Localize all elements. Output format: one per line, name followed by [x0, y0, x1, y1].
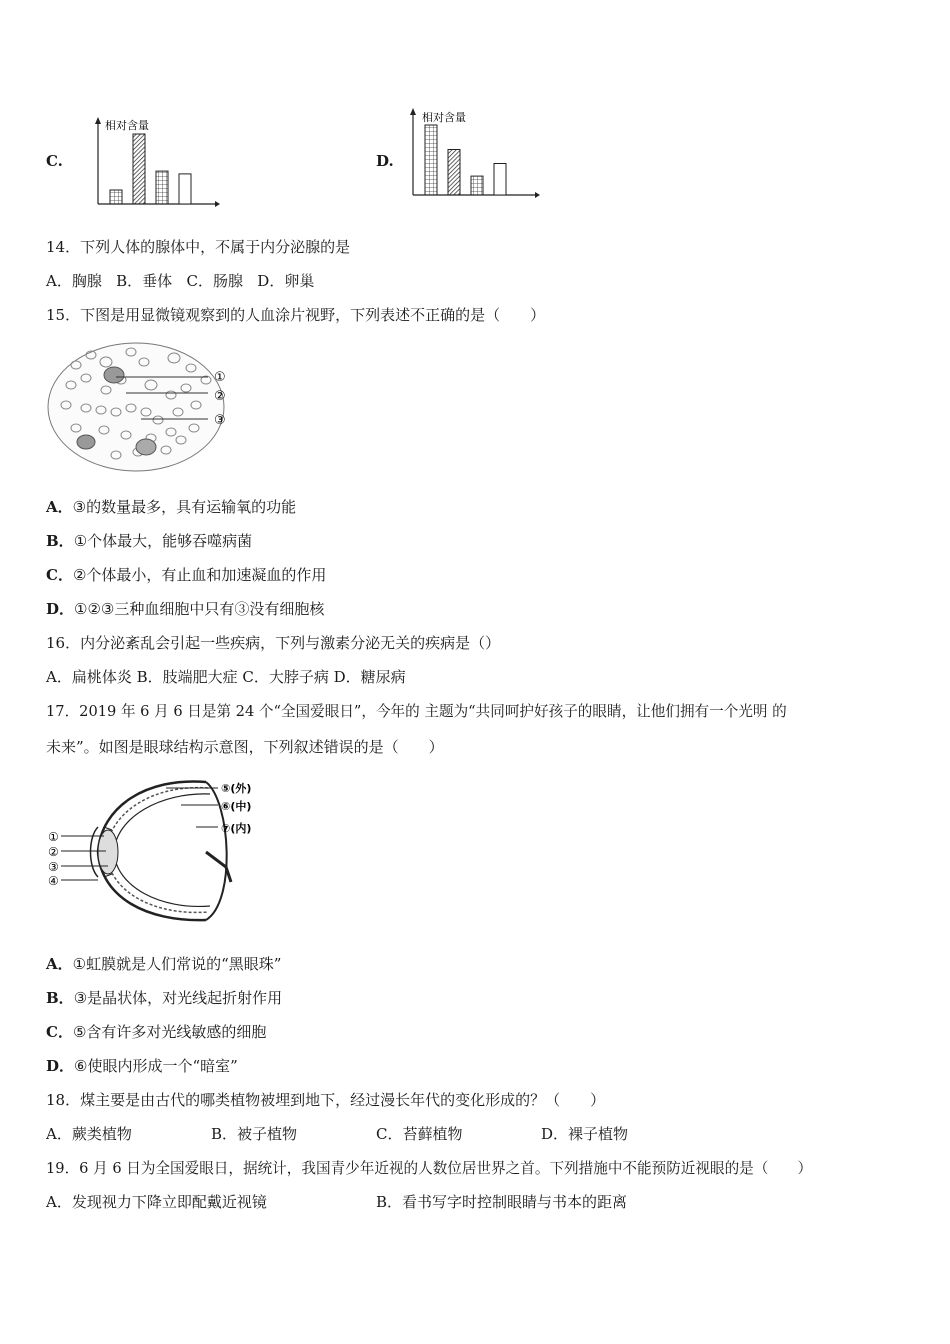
eye-label-1: ①: [48, 830, 59, 844]
q18-option-a[interactable]: A．蕨类植物: [46, 1125, 132, 1143]
q14-stem: 14．下列人体的腺体中，不属于内分泌腺的是: [46, 238, 351, 256]
q14-option-b[interactable]: B．垂体: [116, 272, 173, 290]
option-letter: C．: [46, 566, 73, 584]
bar-3: [471, 176, 483, 195]
q17-stem-line2: 未来”。如图是眼球结构示意图，下列叙述错误的是（ ）: [46, 738, 444, 756]
option-d-label: D.: [376, 152, 394, 170]
q17-option-a[interactable]: [46, 953, 281, 974]
bar-4: [494, 164, 506, 196]
q16-stem: 16．内分泌紊乱会引起一些疾病，下列与激素分泌无关的疾病是（）: [46, 634, 501, 652]
option-text: ③的数量最多，具有运输氧的功能: [72, 498, 297, 516]
q15-option-a[interactable]: [46, 496, 296, 517]
q14-option-a[interactable]: A．胸腺: [46, 272, 102, 290]
eye-label-4: ④: [48, 874, 59, 888]
q14-option-c[interactable]: C．肠腺: [186, 272, 243, 290]
eye-label-7: ⑦(内): [221, 822, 252, 835]
option-text: ③是晶状体，对光线起折射作用: [73, 989, 283, 1007]
eye-label-2: ②: [48, 845, 59, 859]
option-letter: D．: [46, 1057, 75, 1075]
q18-option-b[interactable]: B．被子植物: [211, 1125, 298, 1143]
q16-options[interactable]: A．扁桃体炎 B．肢端肥大症 C．大脖子病 D．糖尿病: [46, 668, 406, 686]
bar-3: [156, 171, 168, 204]
q19-option-a[interactable]: A．发现视力下降立即配戴近视镜: [46, 1193, 267, 1211]
bar-1: [110, 190, 122, 204]
option-letter: D．: [46, 600, 75, 618]
q17-option-b[interactable]: [46, 987, 282, 1008]
y-axis-label: 相对含量: [105, 119, 149, 132]
option-letter: A．: [46, 955, 73, 973]
q15-option-c[interactable]: [46, 564, 326, 585]
chart-c: [90, 112, 220, 212]
q14-options: [46, 270, 314, 291]
option-text: ⑤含有许多对光线敏感的细胞: [72, 1023, 267, 1041]
eyeball-diagram: [46, 772, 276, 932]
option-letter: A．: [46, 498, 73, 516]
q19-stem: 19．6 月 6 日为全国爱眼日，据统计，我国青少年近视的人数位居世界之首。下列措施中不能预防近视眼的是（ ）: [46, 1160, 813, 1177]
q15-option-b[interactable]: [46, 530, 252, 551]
q17-option-d[interactable]: [46, 1055, 238, 1076]
option-letter: B．: [46, 989, 74, 1007]
option-letter: C．: [46, 1023, 73, 1041]
q17-option-c[interactable]: [46, 1021, 266, 1042]
bar-1: [425, 125, 437, 195]
bar-2: [133, 134, 145, 204]
eye-label-3: ③: [48, 860, 59, 874]
q15-stem: 15．下图是用显微镜观察到的人血涂片视野，下列表述不正确的是（ ）: [46, 306, 546, 324]
option-c-label: C.: [46, 152, 63, 170]
option-text: ①虹膜就是人们常说的“黑眼珠”: [72, 955, 282, 973]
q18-stem: 18．煤主要是由古代的哪类植物被埋到地下，经过漫长年代的变化形成的？（ ）: [46, 1091, 606, 1109]
option-text: ①②③三种血细胞中只有③没有细胞核: [74, 600, 325, 618]
q14-option-d[interactable]: D．卵巢: [257, 272, 315, 290]
option-text: ⑥使眼内形成一个“暗室”: [74, 1057, 238, 1075]
option-text: ②个体最小，有止血和加速凝血的作用: [72, 566, 327, 584]
q15-option-d[interactable]: [46, 598, 324, 619]
q18-option-c[interactable]: C．苔藓植物: [376, 1125, 463, 1143]
q18-option-d[interactable]: D．裸子植物: [541, 1125, 629, 1143]
option-letter: B．: [46, 532, 74, 550]
eye-label-6: ⑥(中): [221, 800, 252, 813]
option-text: ①个体最大，能够吞噬病菌: [73, 532, 253, 550]
bar-2: [448, 150, 460, 196]
label-3: ③: [214, 413, 226, 428]
bar-4: [179, 174, 191, 204]
label-1: ①: [214, 370, 226, 385]
q19-option-b[interactable]: B．看书写字时控制眼睛与书本的距离: [376, 1193, 628, 1211]
eye-label-5: ⑤(外): [221, 782, 252, 795]
chart-d: [405, 103, 540, 203]
blood-smear-figure: [46, 340, 236, 475]
label-2: ②: [214, 389, 226, 404]
q17-stem-line1: 17．2019 年 6 月 6 日是第 24 个“全国爱眼日”，今年的 主题为“共同呵护好孩子的眼睛，让他们拥有一个光明 的: [46, 703, 787, 720]
y-axis-label: 相对含量: [422, 111, 466, 124]
